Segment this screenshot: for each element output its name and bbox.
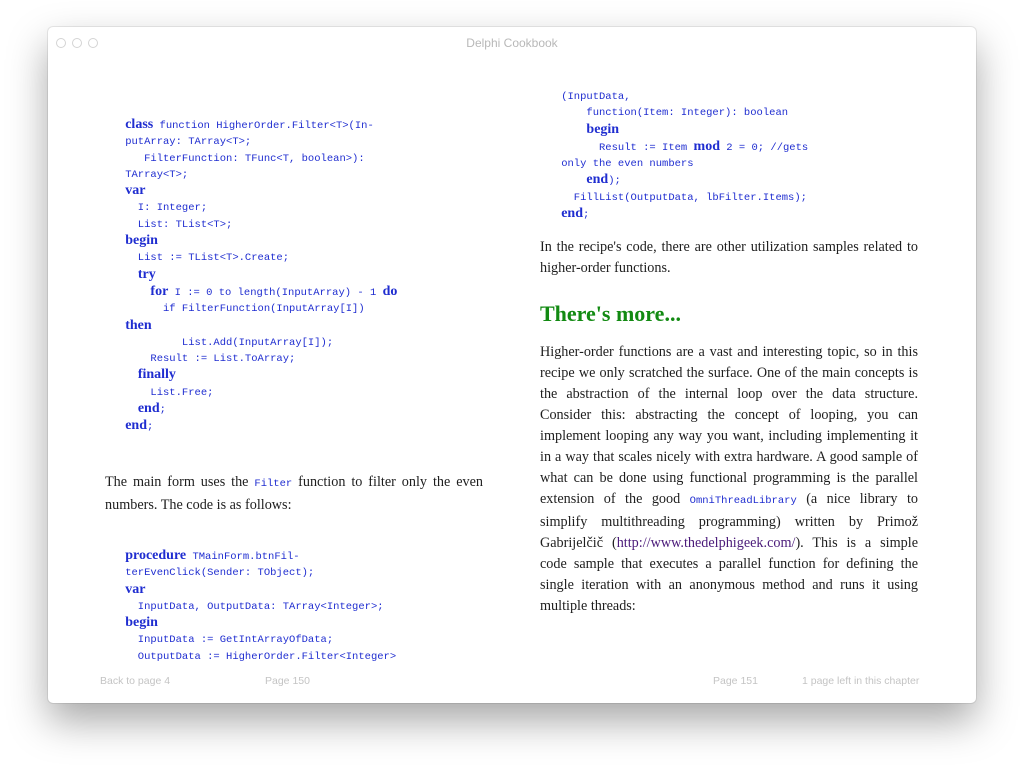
code-line <box>100 651 396 663</box>
code-line <box>536 158 694 170</box>
code-text <box>100 120 125 132</box>
text-run: Higher-order functions are a vast and interesting topic, so in this recipe we only scratched the surface. One of the main concepts is the abstraction of the internal loop over the data structure. Consider this: abstracting the concept of looping, you can implement looping any way you want, including implementing it in a way that scales nicely with extra hardware. A good sample of what can be done using functional programming is the parallel extension of the good <box>540 344 918 507</box>
code-text: List.Add(InputArray[I]); <box>100 336 334 349</box>
code-text <box>100 270 138 282</box>
text-run: The main form uses the <box>105 474 255 490</box>
code-text: ; <box>583 209 590 222</box>
code-text: OutputData := HigherOrder.Filter<Integer> <box>100 650 397 663</box>
btn-filter-even-code-block <box>100 548 396 665</box>
code-text <box>536 125 586 137</box>
code-keyword: begin <box>125 615 158 631</box>
back-to-page-link[interactable]: Back to page 4 <box>100 675 171 687</box>
code-keyword: end <box>561 206 584 222</box>
code-text: only the even numbers <box>536 158 694 171</box>
code-line <box>100 219 232 231</box>
code-keyword: begin <box>125 233 158 249</box>
code-keyword: end <box>125 418 148 434</box>
code-keyword: end <box>137 401 160 417</box>
recipe-samples-paragraph <box>540 237 918 279</box>
code-line <box>100 601 384 613</box>
text-run: (a nice library to simplify multithreading programming) written by Primož Gabrijelčič ( <box>540 491 918 551</box>
code-keyword: begin <box>586 121 620 137</box>
reader-window <box>48 27 976 703</box>
theres-more-heading: There's more... <box>540 301 681 326</box>
code-text: (InputData, <box>536 91 631 103</box>
code-text <box>536 209 561 221</box>
code-line <box>100 367 176 383</box>
code-text: Result := List.ToArray; <box>100 353 296 366</box>
code-keyword: class <box>125 117 154 132</box>
hyperlink[interactable]: http://www.thedelphigeek.com/ <box>616 535 796 551</box>
code-text: Result := Item <box>536 141 694 154</box>
code-line <box>536 91 631 103</box>
left-page-number: Page 150 <box>265 675 310 687</box>
code-text <box>100 287 150 299</box>
code-keyword: end <box>586 172 609 188</box>
code-text: List: TList<T>; <box>100 218 233 231</box>
code-keyword: finally <box>137 367 176 383</box>
code-line <box>100 581 146 597</box>
window-title: Delphi Cookbook <box>466 36 558 50</box>
inline-code: Filter <box>254 478 293 490</box>
code-text <box>536 175 586 187</box>
code-text: ; <box>147 421 154 434</box>
code-keyword: do <box>382 283 398 299</box>
code-text <box>100 421 125 433</box>
code-keyword: try <box>137 266 156 282</box>
code-text <box>100 186 125 198</box>
code-line <box>100 153 365 165</box>
code-line <box>536 121 620 137</box>
text-run: function to filter only the even numbers. The code is as follows: <box>105 474 483 513</box>
fill-list-code-block <box>536 89 808 223</box>
code-line <box>100 401 166 417</box>
filter-function-code-block <box>100 117 397 436</box>
code-line <box>100 117 374 132</box>
code-text <box>100 618 125 630</box>
text-run: ). This is a simple code sample that executes a parallel function for defining the single iteration with an anonymous method and runs it using multiple threads: <box>540 535 918 614</box>
code-keyword: var <box>125 581 146 597</box>
higher-order-paragraph <box>540 342 918 617</box>
code-line <box>100 615 158 631</box>
code-line <box>100 183 146 199</box>
code-line <box>100 266 156 282</box>
code-text: List.Free; <box>100 386 214 399</box>
pages-left-in-chapter: 1 page left in this chapter <box>802 675 920 687</box>
code-line <box>100 418 154 434</box>
code-line <box>100 233 158 249</box>
code-line <box>100 252 289 264</box>
code-keyword: var <box>125 183 146 199</box>
code-text: TMainForm.btnFil- <box>186 551 300 563</box>
code-text: ; <box>159 404 166 417</box>
code-line <box>100 202 207 214</box>
code-line <box>536 206 590 222</box>
code-keyword: for <box>150 283 169 299</box>
left-page <box>48 61 512 703</box>
code-text <box>100 370 138 382</box>
code-text: if FilterFunction(InputArray[I]) <box>100 303 365 316</box>
code-text: putArray: TArray<T>; <box>100 136 252 149</box>
code-keyword: mod <box>693 138 720 154</box>
code-line <box>100 317 152 333</box>
code-text: terEvenClick(Sender: TObject); <box>100 567 315 580</box>
code-text: InputData := GetIntArrayOfData; <box>100 634 334 647</box>
main-form-paragraph <box>105 472 483 516</box>
code-keyword: then <box>125 317 152 333</box>
code-text: I: Integer; <box>100 202 208 215</box>
code-line <box>100 283 398 299</box>
code-line <box>100 136 251 148</box>
code-keyword: procedure <box>125 548 187 563</box>
inline-code: OmniThreadLibrary <box>689 495 797 507</box>
code-text: List := TList<T>.Create; <box>100 252 290 265</box>
code-line <box>536 107 788 119</box>
code-line <box>100 337 333 349</box>
code-text: I := 0 to length(InputArray) - 1 <box>168 286 383 299</box>
text-run: In the recipe's code, there are other utilization samples related to higher-order functions. <box>540 239 918 276</box>
code-text: ); <box>608 175 621 188</box>
code-text: function HigherOrder.Filter<T>(In- <box>153 120 374 132</box>
code-text: TArray<T>; <box>100 168 189 181</box>
code-text <box>100 321 125 333</box>
code-line <box>100 548 300 563</box>
right-page <box>512 61 976 703</box>
code-line <box>536 192 807 204</box>
code-line <box>100 634 333 646</box>
code-text <box>100 404 138 416</box>
code-text: 2 = 0; //gets <box>719 141 809 154</box>
code-line <box>100 387 213 399</box>
code-line <box>100 353 295 365</box>
right-page-number: Page 151 <box>713 675 758 687</box>
code-text <box>100 236 125 248</box>
title-bar <box>48 27 976 61</box>
code-text: FillList(OutputData, lbFilter.Items); <box>536 191 807 204</box>
code-line <box>100 303 365 315</box>
code-text: FilterFunction: TFunc<T, boolean>): <box>100 152 365 165</box>
code-line <box>100 567 314 579</box>
code-text: InputData, OutputData: TArray<Integer>; <box>100 600 384 613</box>
code-text: function(Item: Integer): boolean <box>536 107 789 120</box>
code-line <box>536 172 621 188</box>
code-line <box>536 138 809 154</box>
code-text <box>100 585 125 597</box>
code-line <box>100 169 188 181</box>
code-text <box>100 551 125 563</box>
